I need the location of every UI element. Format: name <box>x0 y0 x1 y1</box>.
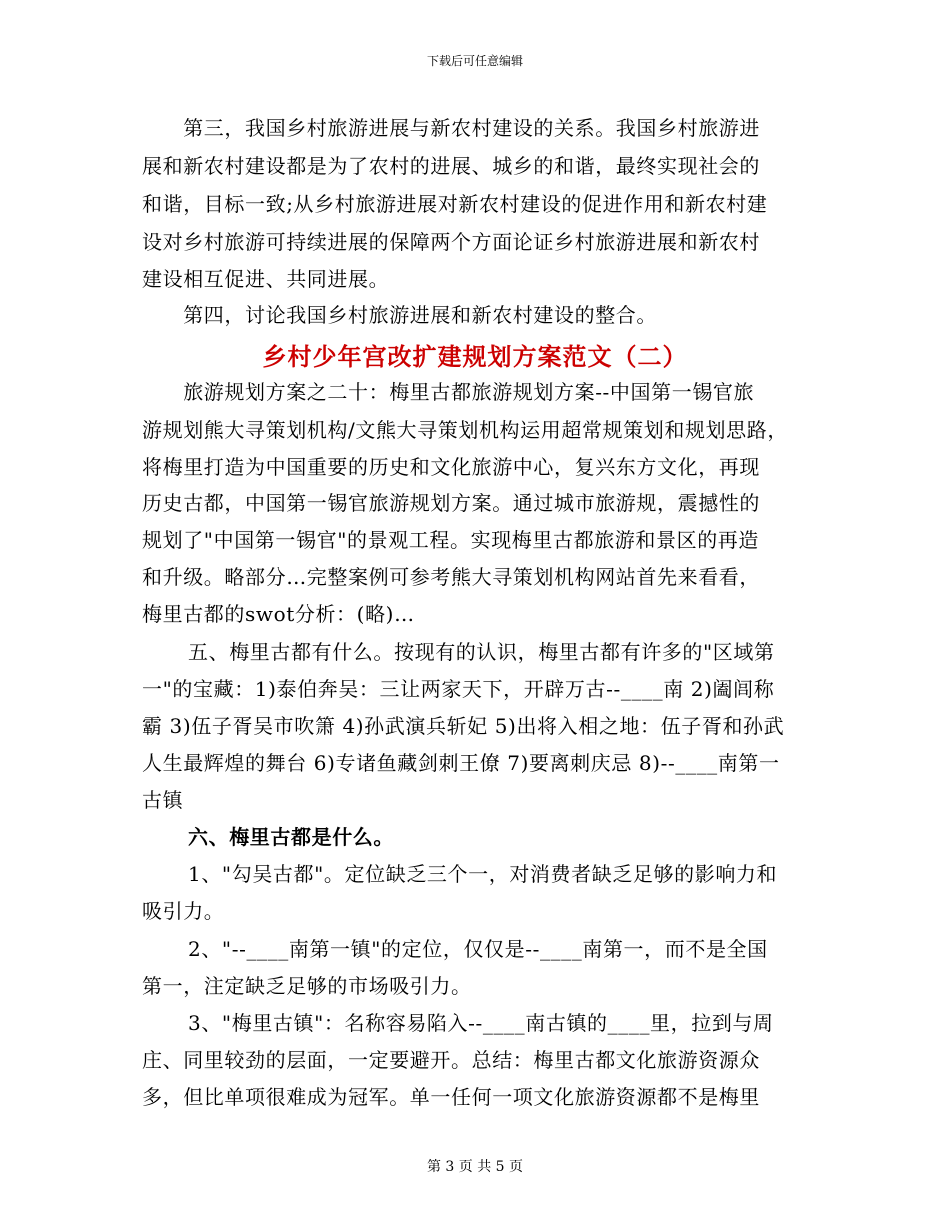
text-line: 梅里古都的swot分析：(略)… <box>142 602 415 626</box>
text-line: 1、"勾吴古都"。定位缺乏三个一，对消费者缺乏足够的影响力和 <box>188 862 778 886</box>
text-line: 吸引力。 <box>142 899 225 923</box>
text-line: 人生最辉煌的舞台 6)专诸鱼藏剑刺王僚 7)要离刺庆忌 8)--____南第一 <box>142 751 780 775</box>
text-line: 五、梅里古都有什么。按现有的认识，梅里古都有许多的"区域第 <box>188 640 775 664</box>
text-line: 游规划熊大寻策划机构/文熊大寻策划机构运用超常规策划和规划思路， <box>142 418 788 442</box>
text-line: 古镇 <box>142 788 184 812</box>
text-line: 规划了"中国第一锡官"的景观工程。实现梅里古都旅游和景区的再造 <box>142 528 759 552</box>
text-line: 第一，注定缺乏足够的市场吸引力。 <box>142 974 472 998</box>
text-line: 和谐，目标一致;从乡村旅游进展对新农村建设的促进作用和新农村建 <box>142 192 768 216</box>
text-line: 建设相互促进、共同进展。 <box>142 267 390 291</box>
text-line: 3、"梅里古镇"：名称容易陷入--____南古镇的____里，拉到与周 <box>188 1011 774 1035</box>
text-line: 2、"--____南第一镇"的定位，仅仅是--____南第一，而不是全国 <box>188 937 768 961</box>
page-header: 下载后可任意编辑 <box>426 54 523 68</box>
text-line: 一"的宝藏：1)泰伯奔吴：三让两家天下，开辟万古--____南 2)阖闾称 <box>142 677 775 701</box>
text-line: 历史古都，中国第一锡官旅游规划方案。通过城市旅游规，震撼性的 <box>142 491 760 515</box>
text-line: 旅游规划方案之二十：梅里古都旅游规划方案--中国第一锡官旅 <box>142 380 755 404</box>
text-line: 第三，我国乡村旅游进展与新农村建设的关系。我国乡村旅游进 <box>142 116 760 140</box>
page-footer: 第 3 页 共 5 页 <box>426 1159 524 1175</box>
subheading: 六、梅里古都是什么。 <box>188 825 394 849</box>
text-line: 霸 3)伍子胥吴市吹箫 4)孙武演兵斩妃 5)出将入相之地：伍子胥和孙武 <box>142 714 785 738</box>
text-line: 多，但比单项很难成为冠军。单一任何一项文化旅游资源都不是梅里 <box>142 1085 760 1109</box>
text-line: 展和新农村建设都是为了农村的进展、城乡的和谐，最终实现社会的 <box>142 154 760 178</box>
text-line: 庄、同里较劲的层面，一定要避开。总结：梅里古都文化旅游资源众 <box>142 1048 760 1072</box>
text-line: 设对乡村旅游可持续进展的保障两个方面论证乡村旅游进展和新农村 <box>142 230 760 254</box>
text-line: 第四，讨论我国乡村旅游进展和新农村建设的整合。 <box>142 303 657 327</box>
section-title: 乡村少年宫改扩建规划方案范文（二） <box>262 343 688 371</box>
text-line: 和升级。略部分…完整案例可参考熊大寻策划机构网站首先来看看， <box>142 565 760 589</box>
text-line: 将梅里打造为中国重要的历史和文化旅游中心，复兴东方文化，再现 <box>142 455 760 479</box>
